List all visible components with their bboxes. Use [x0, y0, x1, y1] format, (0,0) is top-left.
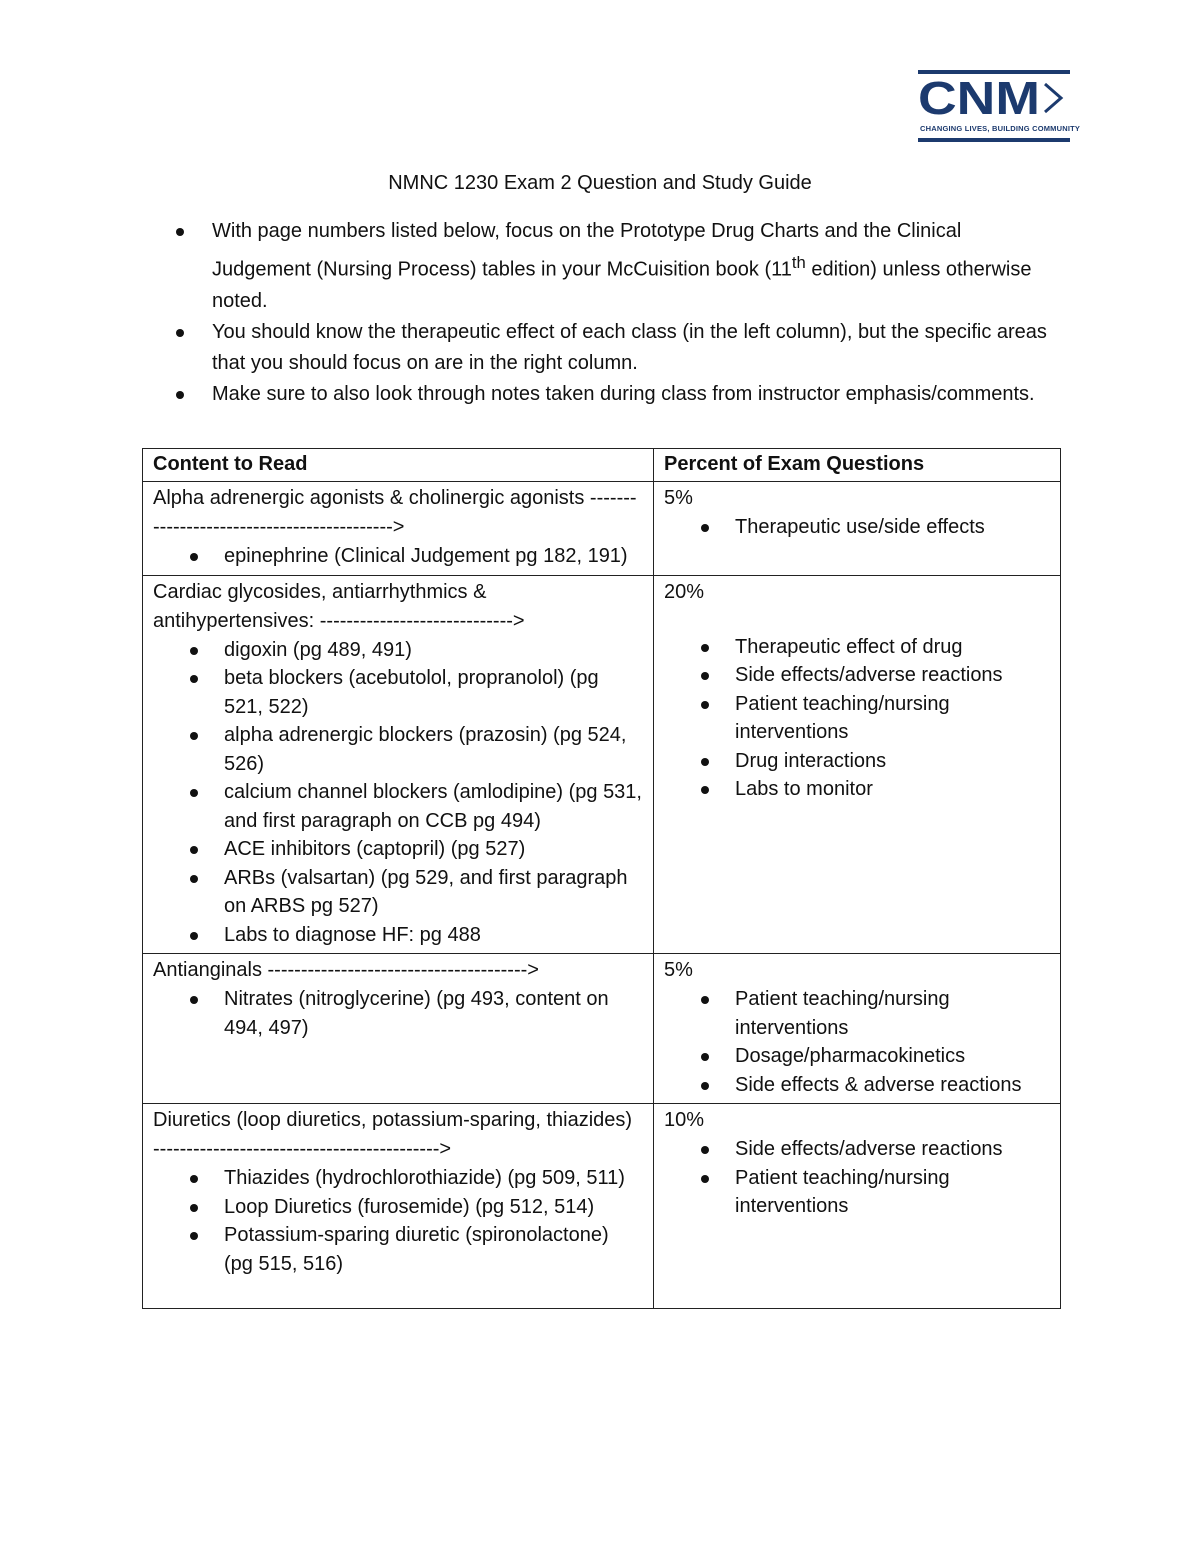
content-list [153, 542, 643, 571]
list-item [664, 985, 1050, 1042]
content-topic: Diuretics (loop diuretics, potassium-sparing, thiazides) -------------------------------------------> [153, 1109, 633, 1160]
list-item-text: ARBs (valsartan) (pg 529, and first paragraph on ARBS pg 527) [224, 866, 628, 917]
bullet-icon [190, 996, 198, 1004]
content-cell [143, 482, 654, 576]
content-topic: Antianginals ---------------------------------------> [153, 959, 539, 981]
content-topic: Alpha adrenergic agonists & cholinergic agonists -------------------------------------------> [153, 487, 637, 538]
list-item-text: Labs to monitor [735, 778, 873, 800]
percent-cell [654, 482, 1061, 576]
study-guide-table [142, 448, 1061, 1309]
list-item-text: Thiazides (hydrochlorothiazide) (pg 509, 511) [224, 1167, 625, 1189]
bullet-icon [190, 1175, 198, 1183]
bullet-icon [701, 1146, 709, 1154]
bullet-icon [190, 1204, 198, 1212]
list-item-text: Potassium-sparing diuretic (spironolactone) (pg 515, 516) [224, 1224, 609, 1275]
percent-value: 5% [664, 959, 693, 981]
table-header-row [143, 449, 1061, 482]
list-item [153, 1164, 643, 1193]
content-topic: Cardiac glycosides, antiarrhythmics & antihypertensives: -----------------------------> [153, 580, 525, 632]
list-item-text: beta blockers (acebutolol, propranolol) (pg 521, 522) [224, 667, 599, 718]
list-item [153, 542, 643, 571]
bullet-icon [190, 846, 198, 854]
list-item [153, 835, 643, 864]
bullet-icon [190, 675, 198, 683]
bullet-icon [190, 732, 198, 740]
list-item-text: Patient teaching/nursing interventions [735, 1166, 950, 1217]
bullet-icon [701, 701, 709, 709]
table-row [143, 954, 1061, 1104]
list-item [153, 664, 643, 721]
list-item-text: calcium channel blockers (amlodipine) (pg 531, and first paragraph on CCB pg 494) [224, 781, 642, 832]
bullet-icon [190, 932, 198, 940]
bullet-icon [190, 647, 198, 655]
list-item-text: alpha adrenergic blockers (prazosin) (pg 524, 526) [224, 724, 627, 775]
bullet-icon [701, 1175, 709, 1183]
percent-value: 10% [664, 1109, 705, 1131]
list-item-text: Therapeutic use/side effects [735, 516, 985, 538]
cnm-logo [918, 70, 1081, 144]
list-item-text: Side effects/adverse reactions [735, 1138, 1003, 1160]
bullet-icon [701, 524, 709, 532]
list-item-text: Dosage/pharmacokinetics [735, 1045, 966, 1067]
list-item [153, 864, 643, 921]
list-item [153, 1193, 643, 1222]
list-item [664, 690, 1050, 747]
intro-item [172, 379, 1052, 410]
spacer [153, 1278, 643, 1304]
list-item [153, 1221, 643, 1278]
intro-item-1-text-end: edition) unless otherwise noted. [212, 258, 1032, 312]
focus-list [664, 633, 1050, 804]
percent-cell [654, 954, 1061, 1104]
list-item [664, 1164, 1050, 1221]
logo-chevron-icon [1045, 84, 1061, 112]
percent-value: 5% [664, 487, 693, 509]
focus-list [664, 513, 1050, 542]
list-item [664, 747, 1050, 776]
spacer [664, 607, 1050, 633]
logo-bottom-rule [918, 138, 1070, 142]
bullet-icon [190, 789, 198, 797]
list-item [664, 661, 1050, 690]
list-item-text: Loop Diuretics (furosemide) (pg 512, 514) [224, 1195, 595, 1218]
list-item [664, 1071, 1050, 1100]
list-item [664, 1135, 1050, 1164]
list-item-text: digoxin (pg 489, 491) [224, 638, 412, 661]
list-item [664, 513, 1050, 542]
content-cell [143, 1104, 654, 1309]
intro-item [172, 216, 1052, 317]
bullet-icon [190, 1232, 198, 1240]
intro-item [172, 317, 1052, 379]
content-list [153, 1164, 643, 1278]
table-row [143, 482, 1061, 576]
bullet-icon [701, 1082, 709, 1090]
percent-cell [654, 1104, 1061, 1309]
focus-list [664, 1135, 1050, 1221]
percent-cell [654, 575, 1061, 954]
list-item-text: Side effects/adverse reactions [735, 664, 1003, 686]
logo-top-rule [918, 70, 1070, 74]
intro-item-2-text: You should know the therapeutic effect of each class (in the left column), but the specific areas that you should focus on are in the right column. [212, 320, 1047, 374]
list-item [153, 778, 643, 835]
list-item-text: Therapeutic effect of drug [735, 635, 963, 658]
bullet-icon [190, 553, 198, 561]
cnm-logo-mark [918, 76, 1070, 120]
list-item [664, 775, 1050, 804]
list-item [153, 921, 643, 950]
list-item-text: epinephrine (Clinical Judgement pg 182, 191) [224, 545, 628, 567]
list-item-text: Drug interactions [735, 749, 887, 772]
list-item-text: ACE inhibitors (captopril) (pg 527) [224, 838, 526, 860]
list-item-text: Patient teaching/nursing interventions [735, 692, 950, 743]
bullet-icon [701, 758, 709, 766]
content-cell [143, 954, 654, 1104]
logo-wordmark: CNM [918, 76, 1040, 120]
intro-item-3-text: Make sure to also look through notes taken during class from instructor emphasis/comments. [212, 382, 1035, 405]
bullet-icon [176, 329, 184, 337]
bullet-icon [176, 391, 184, 399]
bullet-icon [701, 1053, 709, 1061]
content-list [153, 636, 643, 950]
list-item [664, 633, 1050, 662]
bullet-icon [701, 996, 709, 1004]
document-title: NMNC 1230 Exam 2 Question and Study Guide [388, 172, 812, 194]
content-cell [143, 575, 654, 954]
focus-list [664, 985, 1050, 1099]
list-item-text: Nitrates (nitroglycerine) (pg 493, content on 494, 497) [224, 988, 609, 1039]
list-item [153, 985, 643, 1042]
bullet-icon [701, 644, 709, 652]
table-row [143, 1104, 1061, 1309]
table-row [143, 575, 1061, 954]
bullet-icon [701, 672, 709, 680]
list-item [153, 636, 643, 665]
percent-value: 20% [664, 580, 705, 603]
bullet-icon [701, 786, 709, 794]
header-percent-of-exam: Percent of Exam Questions [654, 449, 1061, 482]
intro-item-1-text: With page numbers listed below, focus on the Prototype Drug Charts and the Clinical Judgement (Nursing Process) tables in your McCuisition book (11 [212, 220, 962, 281]
list-item [664, 1042, 1050, 1071]
bullet-icon [176, 228, 184, 236]
content-list [153, 985, 643, 1042]
intro-item-1-superscript: th [791, 253, 806, 272]
logo-tagline: CHANGING LIVES, BUILDING COMMUNITY [920, 124, 1081, 133]
list-item [153, 721, 643, 778]
list-item-text: Labs to diagnose HF: pg 488 [224, 923, 481, 946]
header-content-to-read: Content to Read [143, 449, 654, 482]
bullet-icon [190, 875, 198, 883]
intro-list [172, 216, 1052, 410]
list-item-text: Patient teaching/nursing interventions [735, 988, 950, 1039]
list-item-text: Side effects & adverse reactions [735, 1073, 1022, 1096]
